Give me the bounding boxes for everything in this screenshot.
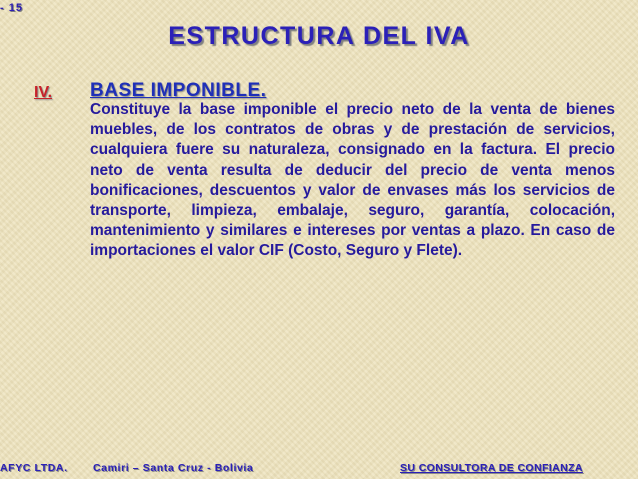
section-body-text: Constituye la base imponible el precio neto de la venta de bienes muebles, de los contratos de obras y de prestación de servicios, cualquiera fuere su naturaleza, consignado en la factura. El precio neto de venta resulta de deducir del precio de venta menos bonificaciones, descuentos y valor de envases más los servicios de transporte, limpieza, embalaje, seguro, garantía, colocación, mantenimiento y similares e intereses por ventas a plazo. En caso de importaciones el valor CIF (Costo, Seguro y Flete). bbox=[90, 101, 615, 260]
footer-slogan: SU CONSULTORA DE CONFIANZA bbox=[400, 462, 583, 474]
slide-title: ESTRUCTURA DEL IVA bbox=[168, 22, 470, 50]
section-number: IV. bbox=[34, 84, 53, 101]
slide-number: - 15 bbox=[0, 2, 23, 14]
footer-location: Camiri – Santa Cruz - Bolivia bbox=[93, 462, 254, 474]
footer-company: AFYC LTDA. bbox=[0, 462, 68, 474]
section-title: BASE IMPONIBLE. bbox=[90, 80, 267, 101]
